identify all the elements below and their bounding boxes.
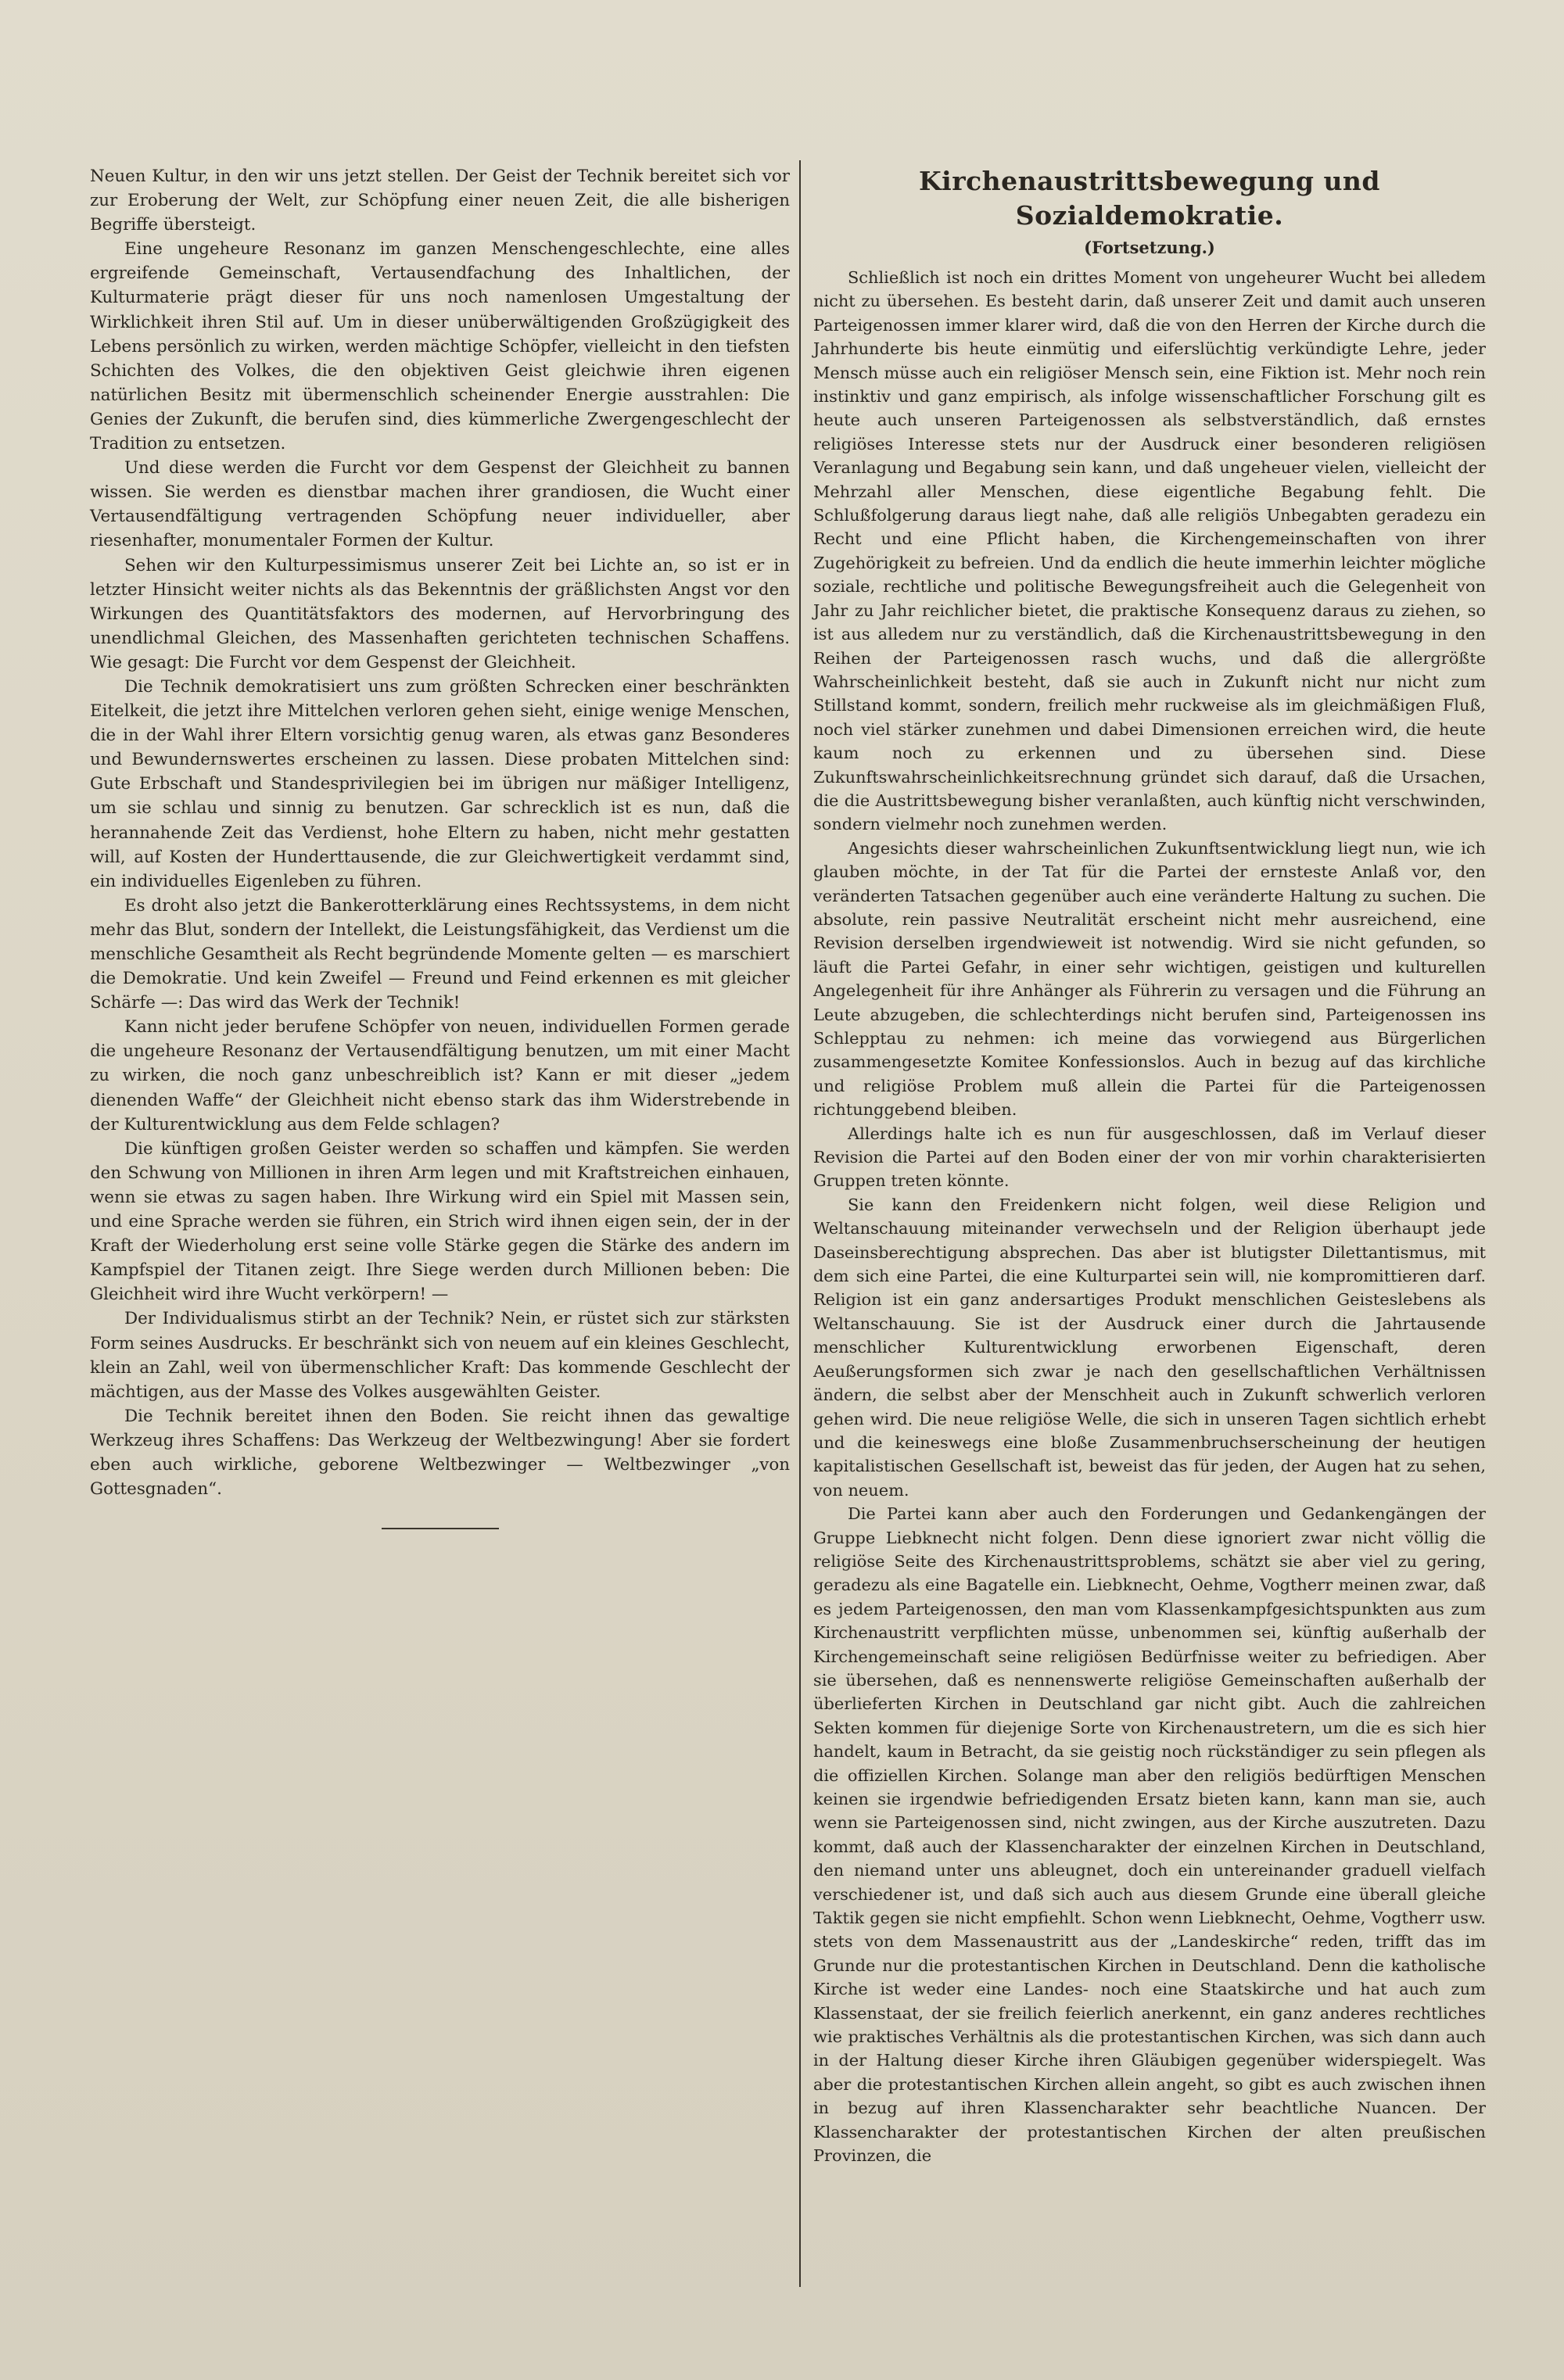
article-headline: Kirchenaustrittsbewegung und Sozialdemokratie. xyxy=(918,166,1381,231)
article-end-rule xyxy=(382,1528,499,1529)
left-paragraph-10: Die Technik bereitet ihnen den Boden. Sie reicht ihnen das gewaltige Werkzeug ihres Schaffens: Das Werkzeug der Weltbezwingung! Aber sie fordert eben auch wirkliche, geborene Weltbezwinger — Weltbezwinger „von Gottesgnaden“. xyxy=(90,1406,790,1500)
right-paragraph-5: Die Partei kann aber auch den Forderungen und Gedankengängen der Gruppe Liebknecht nicht folgen. Denn diese ignoriert zwar nicht völlig die religiöse Seite des Kirchenaustrittsproblems, schätzt sie aber viel zu gering, geradezu als eine Bagatelle ein. Liebknecht, Oehme, Vogtherr meinen zwar, daß es jedem Parteigenossen, den man vom Klassenkampfgesichtspunkten aus zum Kirchenaustritt verpflichten müsse, unbenommen sei, künftig außerhalb der Kirchengemeinschaft seine religiösen Bedürfnisse weiter zu befriedigen. Aber sie übersehen, daß es nennenswerte religiöse Gemeinschaften außerhalb der überlieferten Kirchen in Deutschland gar nicht gibt. Auch die zahlreichen Sekten kommen für diejenige Sorte von Kirchenaustretern, um die es sich hier handelt, kaum in Betracht, da sie geistig noch rückständiger zu sein pflegen als die offiziellen Kirchen. Solange man aber den religiös bedürftigen Menschen keinen sie irgendwie befriedigenden Ersatz bieten kann, kann man sie, auch wenn sie Parteigenossen sind, nicht zwingen, aus der Kirche auszutreten. Dazu kommt, daß auch der Klassencharakter der einzelnen Kirchen in Deutschland, den niemand unter uns ableugnet, doch ein untereinander graduell vielfach verschiedener ist, und daß sich auch aus diesem Grunde eine überall gleiche Taktik gegen sie nicht empfiehlt. Schon wenn Liebknecht, Oehme, Vogtherr usw. stets von dem Massenaustritt aus der „Landeskirche“ reden, trifft das im Grunde nur die protestantischen Kirchen in Deutschland. Denn die katholische Kirche ist weder eine Landes- noch eine Staatskirche und hat auch zum Klassenstaat, der sie freilich feierlich anerkennt, ein ganz anderes rechtliches wie praktisches Verhältnis als die protestantischen Kirchen, was sich dann auch in der Haltung dieser Kirche ihren Gläubigen gegenüber widerspiegelt. Was aber die protestantischen Kirchen allein angeht, so gibt es auch zwischen ihnen in bezug auf ihren Klassencharakter sehr beachtliche Nuancen. Der Klassencharakter der protestantischen Kirchen der alten preußischen Provinzen, die xyxy=(813,1504,1486,2166)
right-paragraph-4: Sie kann den Freidenkern nicht folgen, weil diese Religion und Weltanschauung miteinander verwechseln und der Religion überhaupt jede Daseinsberechtigung absprechen. Das aber ist blutigster Dilettantismus, mit dem sich eine Partei, die eine Kulturpartei sein will, nie kompromittieren darf. Religion ist ein ganz andersartiges Produkt menschlichen Geisteslebens als Weltanschauung. Sie ist der Ausdruck einer durch die Jahrtausende menschlicher Kulturentwicklung erworbenen Eigenschaft, deren Aeußerungsformen sich zwar je nach den gesellschaftlichen Verhältnissen ändern, die selbst aber der Menschheit auch in Zukunft schwerlich verloren gehen wird. Die neue religiöse Welle, die sich in unseren Tagen sichtlich erhebt und die keineswegs eine bloße Zusammenbruchserscheinung der heutigen kapitalistischen Gesellschaft ist, beweist das für jeden, der Augen hat zu sehen, von neuem. xyxy=(813,1195,1486,1500)
left-paragraph-9: Der Individualismus stirbt an der Technik? Nein, er rüstet sich zur stärksten Form seines Ausdrucks. Er beschränkt sich von neuem auf ein kleines Geschlecht, klein an Zahl, weil von übermenschlicher Kraft: Das kommende Geschlecht der mächtigen, aus der Masse des Volkes ausgewählten Geister. xyxy=(90,1309,790,1402)
left-paragraph-3: Und diese werden die Furcht vor dem Gespenst der Gleichheit zu bannen wissen. Sie werden es dienstbar machen ihrer grandiosen, die Wucht einer Vertausendfältigung vertragenden Schöpfung neuer individueller, aber riesenhafter, monumentaler Formen der Kultur. xyxy=(90,458,790,551)
left-paragraph-7: Kann nicht jeder berufene Schöpfer von neuen, individuellen Formen gerade die ungeheure Resonanz der Vertausendfältigung benutzen, um mit einer Macht zu wirken, die noch ganz unbeschreiblich ist? Kann er mit dieser „jedem dienenden Waffe“ der Gleichheit nicht ebenso stark das ihm Widerstrebende in der Kulturentwicklung aus dem Felde schlagen? xyxy=(90,1017,790,1134)
left-column xyxy=(90,164,790,1529)
column-divider xyxy=(799,160,801,2287)
article-subheadline: (Fortsetzung.) xyxy=(1084,238,1215,257)
left-paragraph-2: Eine ungeheure Resonanz im ganzen Menschengeschlechte, eine alles ergreifende Gemeinschaft, Vertausendfachung des Inhaltlichen, der Kulturmaterie prägt dieser für uns noch namenlosen Umgestaltung der Wirklichkeit ihren Stil auf. Um in dieser unüberwältigenden Großzügigkeit des Lebens persönlich zu wirken, werden mächtige Schöpfer, vielleicht in den tiefsten Schichten des Volkes, die den objektiven Geist gleichwie ihren eigenen natürlichen Besitz mit übermenschlich scheinender Energie ausstrahlen: Die Genies der Zukunft, die berufen sind, dies kümmerliche Zwergengeschlecht der Tradition zu entsetzen. xyxy=(90,239,790,454)
right-paragraph-3: Allerdings halte ich es nun für ausgeschlossen, daß im Verlauf dieser Revision die Partei auf den Boden einer der von mir vorhin charakterisierten Gruppen treten könnte. xyxy=(813,1124,1486,1191)
left-paragraph-4: Sehen wir den Kulturpessimismus unserer Zeit bei Lichte an, so ist er in letzter Hinsicht weiter nichts als das Bekenntnis der gräßlichsten Angst vor den Wirkungen des Quantitätsfaktors des modernen, auf Hervorbringung des unendlichmal Gleichen, des Massenhaften gerichteten technischen Schaffens. Wie gesagt: Die Furcht vor dem Gespenst der Gleichheit. xyxy=(90,555,790,672)
right-column xyxy=(813,164,1486,2168)
right-paragraph-2: Angesichts dieser wahrscheinlichen Zukunftsentwicklung liegt nun, wie ich glauben möchte, in der Tat für die Partei der ernsteste Anlaß vor, den veränderten Tatsachen gegenüber auch eine veränderte Haltung zu suchen. Die absolute, rein passive Neutralität erscheint nicht mehr ausreichend, eine Revision derselben irgendwieweit ist notwendig. Wird sie nicht gefunden, so läuft die Partei Gefahr, in einer sehr wichtigen, geistigen und kulturellen Angelegenheit für ihre Anhänger als Führerin zu versagen und die Führung an Leute abzugeben, die schlechterdings nicht berufen sind, Parteigenossen ins Schlepptau zu nehmen: ich meine das vorwiegend aus Bürgerlichen zusammengesetzte Komitee Konfessionslos. Auch in bezug auf das kirchliche und religiöse Problem muß allein die Partei für die Parteigenossen richtunggebend bleiben. xyxy=(813,838,1486,1120)
left-paragraph-1: Neuen Kultur, in den wir uns jetzt stellen. Der Geist der Technik bereitet sich vor zur Eroberung der Welt, zur Schöpfung einer neuen Zeit, die alle bisherigen Begriffe übersteigt. xyxy=(90,167,790,235)
left-paragraph-5: Die Technik demokratisiert uns zum größten Schrecken einer beschränkten Eitelkeit, die jetzt ihre Mittelchen verloren gehen sieht, einige wenige Menschen, die in der Wahl ihrer Eltern vorsichtig genug waren, als etwas ganz Besonderes und Bewundernswertes erscheinen zu lassen. Diese probaten Mittelchen sind: Gute Erbschaft und Standesprivilegien bei im übrigen nur mäßiger Intelligenz, um sie schlau und sinnig zu benutzen. Gar schrecklich ist es nun, daß die herannahende Zeit das Verdienst, hohe Eltern zu haben, nicht mehr gestatten will, auf Kosten der Hunderttausende, die zur Gleichwertigkeit verdammt sind, ein individuelles Eigenleben zu führen. xyxy=(90,676,790,891)
left-paragraph-6: Es droht also jetzt die Bankerotterklärung eines Rechtssystems, in dem nicht mehr das Blut, sondern der Intellekt, die Leistungsfähigkeit, das Verdienst um die menschliche Gesamtheit als Recht begründende Momente gelten — es marschiert die Demokratie. Und kein Zweifel — Freund und Feind erkennen es mit gleicher Schärfe —: Das wird das Werk der Technik! xyxy=(90,895,790,1013)
left-paragraph-8: Die künftigen großen Geister werden so schaffen und kämpfen. Sie werden den Schwung von Millionen in ihren Arm legen und mit Kraftstreichen einhauen, wenn sie etwas zu sagen haben. Ihre Wirkung wird ein Spiel mit Massen sein, und eine Sprache werden sie führen, ein Strich wird ihnen eigen sein, der in der Kraft der Wiederholung erst seine volle Stärke gegen die Stärke des andern im Kampfspiel der Titanen zeigt. Ihre Siege werden durch Millionen beben: Die Gleichheit wird ihre Wucht verkörpern! — xyxy=(90,1138,790,1305)
right-paragraph-1: Schließlich ist noch ein drittes Moment von ungeheurer Wucht bei alledem nicht zu übersehen. Es besteht darin, daß unserer Zeit und damit auch unseren Parteigenossen immer klarer wird, daß die von den Herren der Kirche durch die Jahrhunderte bis heute einmütig und eiferslüchtig verkündigte Lehre, jeder Mensch müsse auch ein religiöser Mensch sein, eine Fiktion ist. Mehr noch rein instinktiv und ganz empirisch, als infolge wissenschaftlicher Forschung gilt es heute auch unseren Parteigenossen als selbstverständlich, daß ernstes religiöses Interesse stets nur der Ausdruck einer besonderen religiösen Veranlagung und Begabung sein kann, und daß ungeheuer vielen, vielleicht der Mehrzahl aller Menschen, diese eigentliche Begabung fehlt. Die Schlußfolgerung daraus liegt nahe, daß alle religiös Unbegabten geradezu ein Recht und eine Pflicht haben, die Kirchengemeinschaften von ihrer Zugehörigkeit zu befreien. Und da endlich die heute immerhin leichter mögliche soziale, rechtliche und politische Bewegungsfreiheit auch die Gelegenheit von Jahr zu Jahr reichlicher bietet, die praktische Konsequenz daraus zu ziehen, so ist aus alledem nur zu verständlich, daß die Kirchenaustrittsbewegung in den Reihen der Parteigenossen rasch wuchs, und daß die allergrößte Wahrscheinlichkeit besteht, daß sie auch in Zukunft nicht nur nicht zum Stillstand kommt, sondern, freilich mehr ruckweise als im gleichmäßigen Fluß, noch viel stärker zunehmen und dabei Dimensionen erreichen wird, die heute kaum noch zu erkennen und zu übersehen sind. Diese Zukunftswahrscheinlichkeitsrechnung gründet sich darauf, daß die Ursachen, die die Austrittsbewegung bisher veranlaßten, auch künftig nicht verschwinden, sondern vielmehr noch zunehmen werden. xyxy=(813,268,1486,834)
